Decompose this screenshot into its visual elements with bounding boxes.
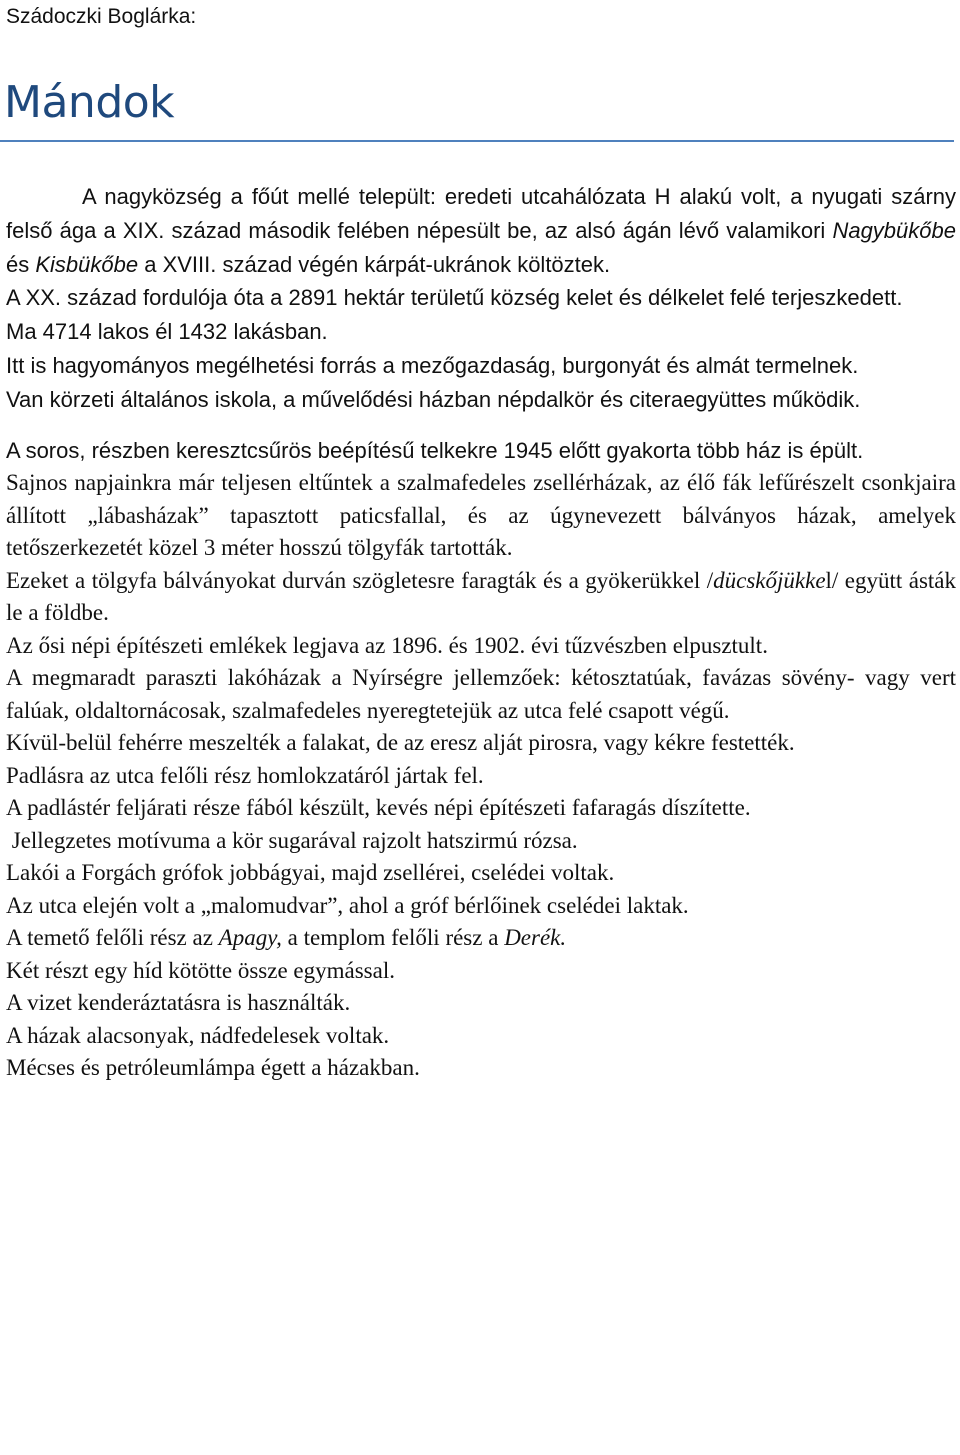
paragraph-expansion: A XX. század fordulója óta a 2891 hektár területű község kelet és délkelet felé terjeszkedett. <box>6 285 903 311</box>
paragraph-school: Van körzeti általános iskola, a művelődési házban népdalkör és citeraegyüttes működik. <box>6 386 861 412</box>
paragraph-motif: Jellegzetes motívuma a kör sugarával rajzolt hatszirmú rózsa. <box>11 827 578 853</box>
paragraph-agriculture: Itt is hagyományos megélhetési forrás a mezőgazdaság, burgonyát és almát termelnek. <box>6 352 859 378</box>
paragraph-low-houses: A házak alacsonyak, nádfedelesek voltak. <box>6 1022 390 1048</box>
author-line: Szádoczki Boglárka: <box>6 5 197 28</box>
paragraph-fire: Az ősi népi építészeti emlékek legjava az 1896. és 1902. évi tűzvészben elpusztult. <box>6 632 768 658</box>
page-title: Mándok <box>4 77 175 128</box>
paragraph-residents: Lakói a Forgách grófok jobbágyai, majd zsellérei, cselédei voltak. <box>6 860 615 886</box>
paragraph-walls: Kívül-belül fehérre meszelték a falakat, de az eresz alját pirosra, vagy kékre festették. <box>6 730 795 756</box>
paragraph-pillars: Ezeket a tölgyfa bálványokat durván szögletesre faragták és a gyökerükkel /dücskőjükkel/ együtt ásták le a földbe. <box>6 567 956 626</box>
paragraph-farmhouses: A megmaradt paraszti lakóházak a Nyírségre jellemzőek: kétosztatúak, favázas sövény- vagy vert falúak, oldaltornácosak, szalmafedeles nyeregtetejük az utca felé csapott végű. <box>6 665 956 723</box>
paragraph-attic-decor: A padlástér feljárati része fából készült, kevés népi építészeti fafaragás díszítette. <box>6 795 751 821</box>
document-page <box>6 0 956 1085</box>
paragraph-houses: Sajnos napjainkra már teljesen eltűntek a szalmafedeles zsellérházak, az élő fák lefűrészelt csonkjaira állított „lábasházak” tapasztott paticsfallal, és az úgynevezett bálványos házak, amelyek tetőszerkezetét közel 3 méter hosszú tölgyfák tartották. <box>6 470 956 561</box>
paragraph-mill-yard: Az utca elején volt a „malomudvar”, ahol a gróf bérlőinek cselédei laktak. <box>6 892 689 918</box>
paragraph-parts: A temető felőli rész az Apagy, a templom felőli rész a Derék. <box>6 925 567 951</box>
title-underline <box>0 140 954 142</box>
paragraph-water: A vizet kenderáztatásra is használták. <box>6 990 351 1016</box>
paragraph-plots: A soros, részben keresztcsűrös beépítésű telkekre 1945 előtt gyakorta több ház is épült. <box>6 437 864 463</box>
paragraph-attic-access: Padlásra az utca felőli rész homlokzatáról jártak fel. <box>6 762 484 788</box>
paragraph-bridge: Két részt egy híd kötötte össze egymással. <box>6 957 395 983</box>
paragraph-intro: A nagyközség a főút mellé települt: eredeti utcahálózata H alakú volt, a nyugati szárny felső ága a XIX. század második felében népesült be, az alsó ágán lévő valamikori Nagybükőbe és Kisbükőbe a XVIII. század végén kárpát-ukránok költöztek. <box>6 184 956 277</box>
paragraph-lamps: Mécses és petróleumlámpa égett a házakban. <box>6 1055 420 1081</box>
paragraph-population: Ma 4714 lakos él 1432 lakásban. <box>6 319 328 345</box>
